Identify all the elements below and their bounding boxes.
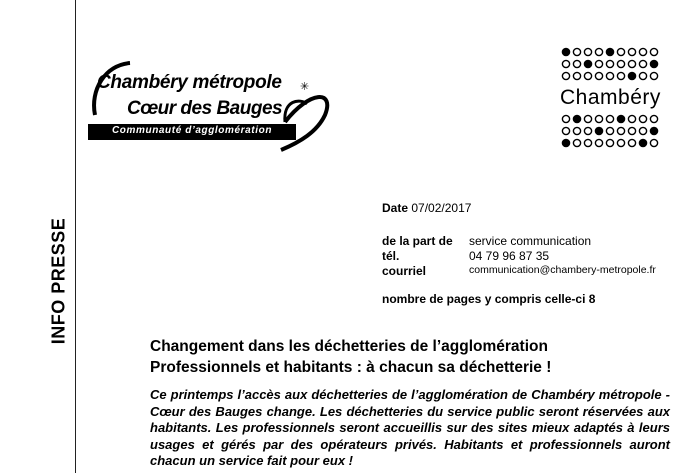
headline-line1: Changement dans les déchetteries de l’agglomération	[150, 338, 548, 355]
headline	[150, 336, 670, 378]
info-presse-text: INFO PRESSE	[48, 217, 69, 345]
date-value: 07/02/2017	[411, 201, 472, 215]
lede-paragraph: Ce printemps l’accès aux déchetteries de l’agglomération de Chambéry métropole - Cœur des Bauges change. Les déchetteries du service public seront réservées aux habitants. Les professionnels seront accueillis sur des sites mieux adaptés à leurs usages et gérés par des opérateurs privés. Habitants et professionnels auront chacun un service fait pour eux !	[150, 387, 670, 468]
tel-value: 04 79 96 87 35	[469, 249, 550, 263]
chambery-city-logo	[558, 46, 668, 151]
pages-text: nombre de pages y compris celle-ci 8	[382, 292, 596, 306]
logo-tagline: Communauté d’agglomération	[111, 125, 273, 136]
mail-label: courriel	[382, 264, 427, 278]
from-value: service communication	[469, 234, 592, 248]
info-presse-label	[44, 206, 74, 356]
from-label: de la part de	[382, 234, 453, 248]
logo-line1: Chambéry métropole	[97, 72, 282, 93]
vertical-divider	[75, 0, 76, 473]
logo-line2: Cœur des Bauges	[127, 98, 283, 119]
mail-value: communication@chambery-metropole.fr	[469, 264, 656, 276]
chambery-wordmark: Chambéry	[560, 86, 661, 109]
date-label: Date	[382, 201, 409, 215]
headline-line2: Professionnels et habitants : à chacun sa déchetterie !	[150, 359, 552, 376]
chambery-metropole-logo	[85, 60, 345, 155]
svg-text:✳: ✳	[300, 80, 310, 93]
tel-label: tél.	[382, 249, 400, 263]
logo-tagline-bar	[88, 124, 296, 140]
